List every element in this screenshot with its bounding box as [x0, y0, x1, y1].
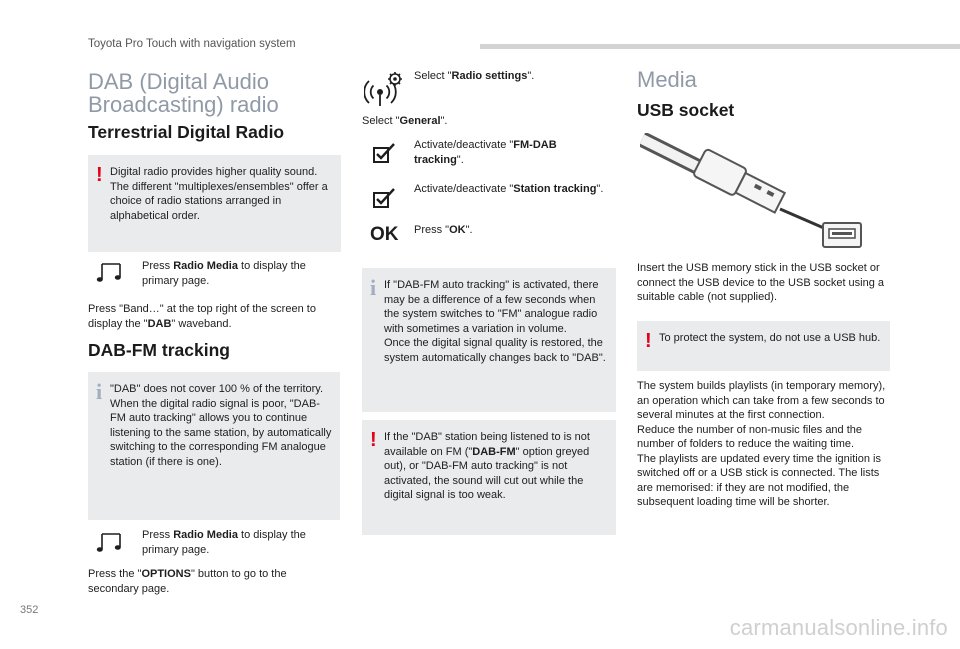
para-band: Press "Band…" at the top right of the screen to display the "DAB" waveband.	[88, 303, 316, 330]
para-options: Press the "OPTIONS" button to go to the secondary page.	[88, 568, 287, 595]
warning-text: If the "DAB" station being listened to is not available on FM ("DAB-FM" option greyed out), or "DAB-FM auto tracking" is not activated, the sound will cut out while the digital signal is too weak.	[384, 431, 590, 501]
info-box-auto-tracking	[362, 268, 616, 412]
section-title-media: Media	[637, 67, 697, 92]
warning-mark: !	[96, 164, 103, 186]
subtitle-dab-fm-tracking: DAB-FM tracking	[88, 340, 230, 360]
section-title-dab: DAB (Digital Audio Broadcasting) radio	[88, 69, 279, 117]
info-mark: i	[96, 379, 103, 404]
step-select-general: Select "General".	[362, 115, 448, 127]
warning-text: Digital radio provides higher quality sound. The different "multiplexes/ensembles" offer a choice of radio stations arranged in alphabetical order.	[110, 166, 328, 222]
step-station-tracking: Activate/deactivate "Station tracking".	[414, 183, 604, 195]
warning-box-usb-hub	[637, 321, 890, 371]
checkbox-icon	[372, 142, 396, 164]
header-title: Toyota Pro Touch with navigation system	[88, 38, 296, 50]
subtitle-terrestrial: Terrestrial Digital Radio	[88, 122, 285, 142]
music-note-icon	[96, 260, 124, 286]
music-note-icon	[96, 530, 124, 556]
para-playlists: The system builds playlists (in temporary memory), an operation which can take from a few seconds to several minutes at the first connection. Reduce the number of non-music files and the number of folders to reduce the waiting time. The playlists are updated every time the ignition is switched off or a USB stick is connected. The lists are memorised: if they are not modified, the subsequent loading time will be shorter.	[637, 380, 886, 508]
warning-mark: !	[645, 330, 652, 352]
step-fm-dab-tracking: Activate/deactivate "FM-DAB tracking".	[414, 139, 557, 166]
info-text: "DAB" does not cover 100 % of the territory. When the digital radio signal is poor, "DAB-FM auto tracking" allows you to continue listening to the same station, by automatically switching to the corresponding FM analogue station (if there is one).	[110, 383, 332, 468]
radio-settings-icon	[364, 70, 404, 108]
subtitle-usb-socket: USB socket	[637, 100, 735, 120]
ok-icon: OK	[370, 224, 399, 245]
step-press-ok: Press "OK".	[414, 224, 473, 236]
warning-text: To protect the system, do not use a USB hub.	[659, 332, 881, 344]
step-radio-settings: Select "Radio settings".	[414, 70, 535, 82]
step-radio-media-1: Press Radio Media to display the primary page.	[142, 260, 306, 287]
step-radio-media-2: Press Radio Media to display the primary page.	[142, 529, 306, 556]
warning-box-dab-fm	[362, 420, 616, 535]
usb-plug-illustration	[640, 133, 870, 253]
header-bar	[480, 44, 960, 49]
warning-mark: !	[370, 429, 377, 451]
info-box-dab-coverage	[88, 372, 340, 520]
warning-box-digital-radio	[88, 155, 341, 252]
checkbox-icon	[372, 187, 396, 209]
watermark: carmanualsonline.info	[729, 615, 948, 640]
page-number: 352	[20, 604, 39, 616]
info-mark: i	[370, 275, 377, 300]
para-insert-usb: Insert the USB memory stick in the USB socket or connect the USB device to the USB socket using a suitable cable (not supplied).	[637, 262, 885, 303]
info-text: If "DAB-FM auto tracking" is activated, there may be a difference of a few seconds when the system switches to "FM" analogue radio with sometimes a variation in volume. Once the digital signal quality is restored, the system automatically changes back to "DAB".	[384, 279, 606, 364]
